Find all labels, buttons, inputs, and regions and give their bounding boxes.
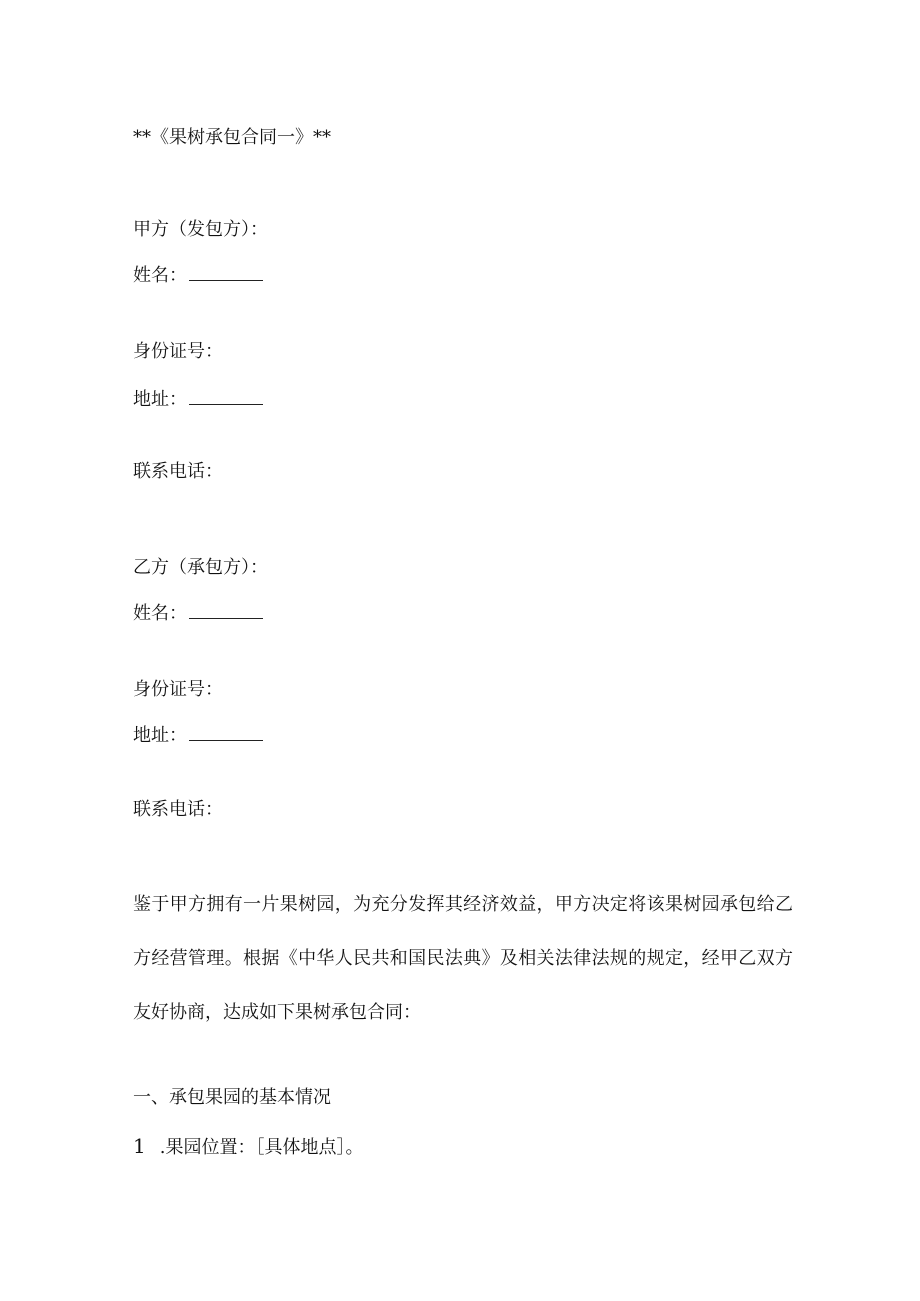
party-b-id-label: 身份证号： bbox=[133, 679, 223, 700]
party-a-id-label: 身份证号： bbox=[133, 341, 223, 362]
party-a-address-label: 地址： bbox=[133, 389, 187, 410]
document-title: **《果树承包合同一》** bbox=[133, 127, 331, 148]
item-text: .果园位置：［具体地点］。 bbox=[159, 1137, 364, 1158]
party-b-address-row bbox=[133, 724, 263, 748]
party-b-address-blank bbox=[189, 724, 263, 741]
party-a-name-row bbox=[133, 264, 263, 288]
preamble-paragraph: 鉴于甲方拥有一片果树园，为充分发挥其经济效益，甲方决定将该果树园承包给乙方经营管理。根据《中华人民共和国民法典》及相关法律法规的规定，经甲乙双方友好协商，达成如下果树承包合同： bbox=[133, 894, 793, 1023]
item-number: 1 bbox=[133, 1134, 146, 1158]
section-1-heading: 一、承包果园的基本情况 bbox=[133, 1087, 331, 1108]
party-b-address-label: 地址： bbox=[133, 725, 187, 746]
party-a-address-row bbox=[133, 388, 263, 412]
party-a-heading: 甲方（发包方）： bbox=[133, 219, 268, 240]
party-b-name-blank bbox=[189, 602, 263, 619]
party-b-phone-label: 联系电话： bbox=[133, 799, 223, 820]
party-a-phone-label: 联系电话： bbox=[133, 461, 223, 482]
party-b-name-row bbox=[133, 602, 263, 626]
section-1-item-1 bbox=[133, 1134, 363, 1160]
party-b-name-label: 姓名： bbox=[133, 603, 187, 624]
party-a-name-label: 姓名： bbox=[133, 265, 187, 286]
party-a-address-blank bbox=[189, 388, 263, 405]
party-a-name-blank bbox=[189, 264, 263, 281]
party-b-heading: 乙方（承包方）： bbox=[133, 557, 268, 578]
